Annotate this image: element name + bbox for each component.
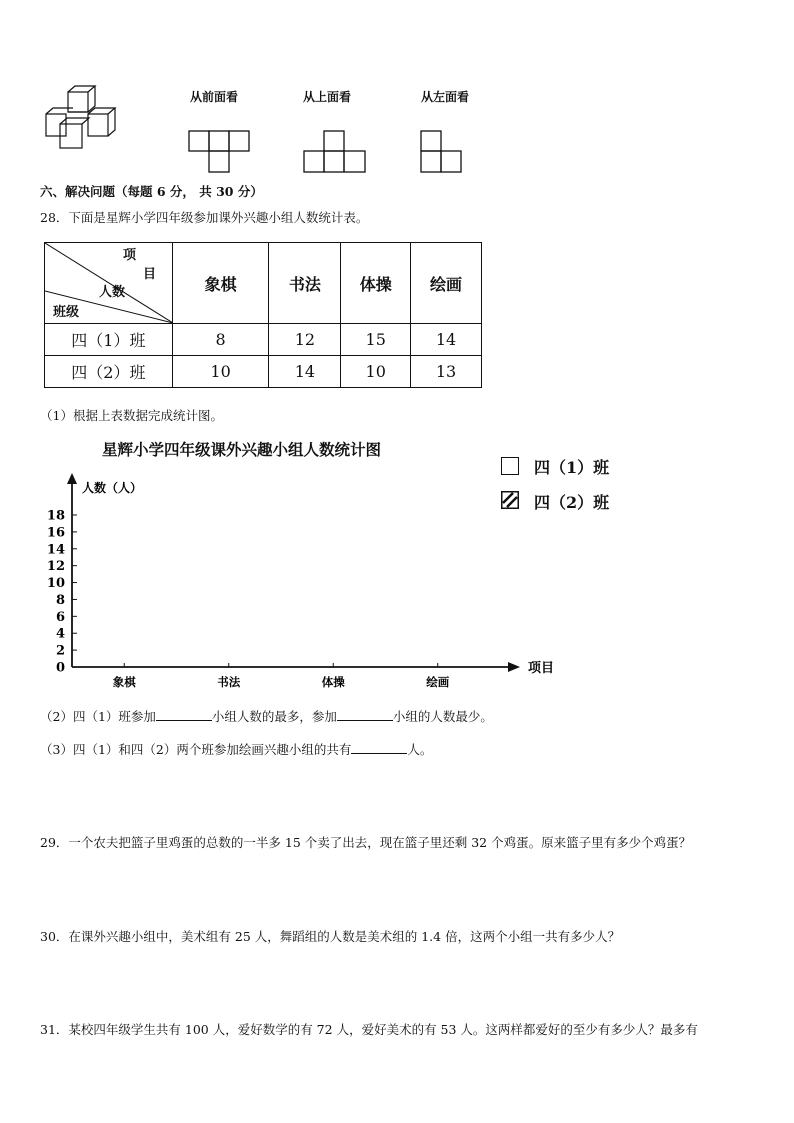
legend-label-class1: 四（1）班 (534, 458, 610, 477)
bar-chart (40, 470, 580, 692)
y-tick-label: 16 (46, 525, 65, 541)
stats-table (44, 242, 482, 388)
x-tick-label: 绘画 (426, 675, 450, 689)
sub-question-3 (40, 740, 432, 758)
sub3-part-a: （3）四（1）和四（2）两个班参加绘画兴趣小组的共有 (40, 742, 352, 757)
header-banji: 班级 (53, 305, 80, 320)
question-29: 29．一个农夫把篮子里鸡蛋的总数的一半多 15 个卖了出去，现在篮子里还剩 32 个鸡蛋。原来篮子里有多少个鸡蛋？ (40, 835, 692, 850)
y-tick-label: 8 (55, 592, 65, 608)
y-axis-arrow (67, 473, 77, 484)
answer-blank[interactable] (337, 708, 393, 721)
table-cell: 15 (341, 324, 411, 356)
row-label: 四（1）班 (45, 324, 173, 356)
sub-question-1: （1）根据上表数据完成统计图。 (40, 408, 223, 423)
col-header: 体操 (341, 243, 411, 324)
section-heading: 六、解决问题（每题 6 分， 共 30 分） (40, 184, 263, 199)
table-cell: 14 (269, 356, 341, 388)
top-view-label: 从上面看 (303, 90, 352, 104)
col-header: 书法 (269, 243, 341, 324)
table-row (45, 356, 482, 388)
question-31: 31．某校四年级学生共有 100 人，爱好数学的有 72 人，爱好美术的有 53 人。这两样都爱好的至少有多少人？最多有 (40, 1022, 698, 1037)
header-renshu: 人数 (99, 285, 126, 300)
sub2-part-a: （2）四（1）班参加 (40, 709, 156, 724)
legend-label-class2: 四（2）班 (534, 493, 610, 512)
table-cell: 10 (172, 356, 269, 388)
y-tick-label: 2 (55, 643, 65, 659)
y-tick-label: 6 (55, 609, 65, 625)
question-30: 30．在课外兴趣小组中，美术组有 25 人，舞蹈组的人数是美术组的 1.4 倍，这两个小组一共有多少人？ (40, 929, 621, 944)
y-tick-label: 18 (46, 508, 65, 524)
col-header: 绘画 (411, 243, 482, 324)
x-axis-arrow (508, 662, 520, 672)
table-cell: 14 (411, 324, 482, 356)
header-xiang: 项 (123, 248, 137, 263)
y-tick-label: 0 (55, 660, 65, 676)
diagonal-header-cell (45, 243, 173, 324)
x-axis-label: 项目 (528, 661, 555, 676)
table-row (45, 324, 482, 356)
front-view-label: 从前面看 (190, 90, 239, 104)
col-header: 象棋 (172, 243, 269, 324)
question-28: 28．下面是星辉小学四年级参加课外兴趣小组人数统计表。 (40, 210, 369, 225)
row-label: 四（2）班 (45, 356, 173, 388)
front-view-drawing (188, 130, 250, 174)
table-cell: 12 (269, 324, 341, 356)
chart-title: 星辉小学四年级课外兴趣小组人数统计图 (102, 440, 382, 459)
top-view-drawing (303, 130, 367, 174)
x-tick-label: 书法 (217, 675, 241, 689)
y-tick-label: 4 (55, 626, 65, 642)
cube-stack-figure (40, 84, 140, 154)
answer-blank[interactable] (156, 708, 212, 721)
x-tick-label: 象棋 (112, 675, 136, 689)
x-tick-label: 体操 (321, 675, 345, 689)
y-tick-label: 12 (46, 559, 65, 575)
table-cell: 8 (172, 324, 269, 356)
table-cell: 10 (341, 356, 411, 388)
table-cell: 13 (411, 356, 482, 388)
sub3-part-b: 人。 (407, 742, 433, 757)
sub2-part-b: 小组人数的最多，参加 (211, 709, 337, 724)
left-view-label: 从左面看 (421, 90, 470, 104)
left-view-drawing (420, 130, 464, 174)
header-mu: 目 (143, 267, 157, 282)
sub2-part-c: 小组的人数最少。 (392, 709, 493, 724)
y-axis-label: 人数（人） (82, 481, 143, 495)
y-tick-label: 14 (46, 542, 65, 558)
answer-blank[interactable] (351, 741, 407, 754)
sub-question-2 (40, 707, 493, 725)
y-tick-label: 10 (46, 576, 65, 592)
